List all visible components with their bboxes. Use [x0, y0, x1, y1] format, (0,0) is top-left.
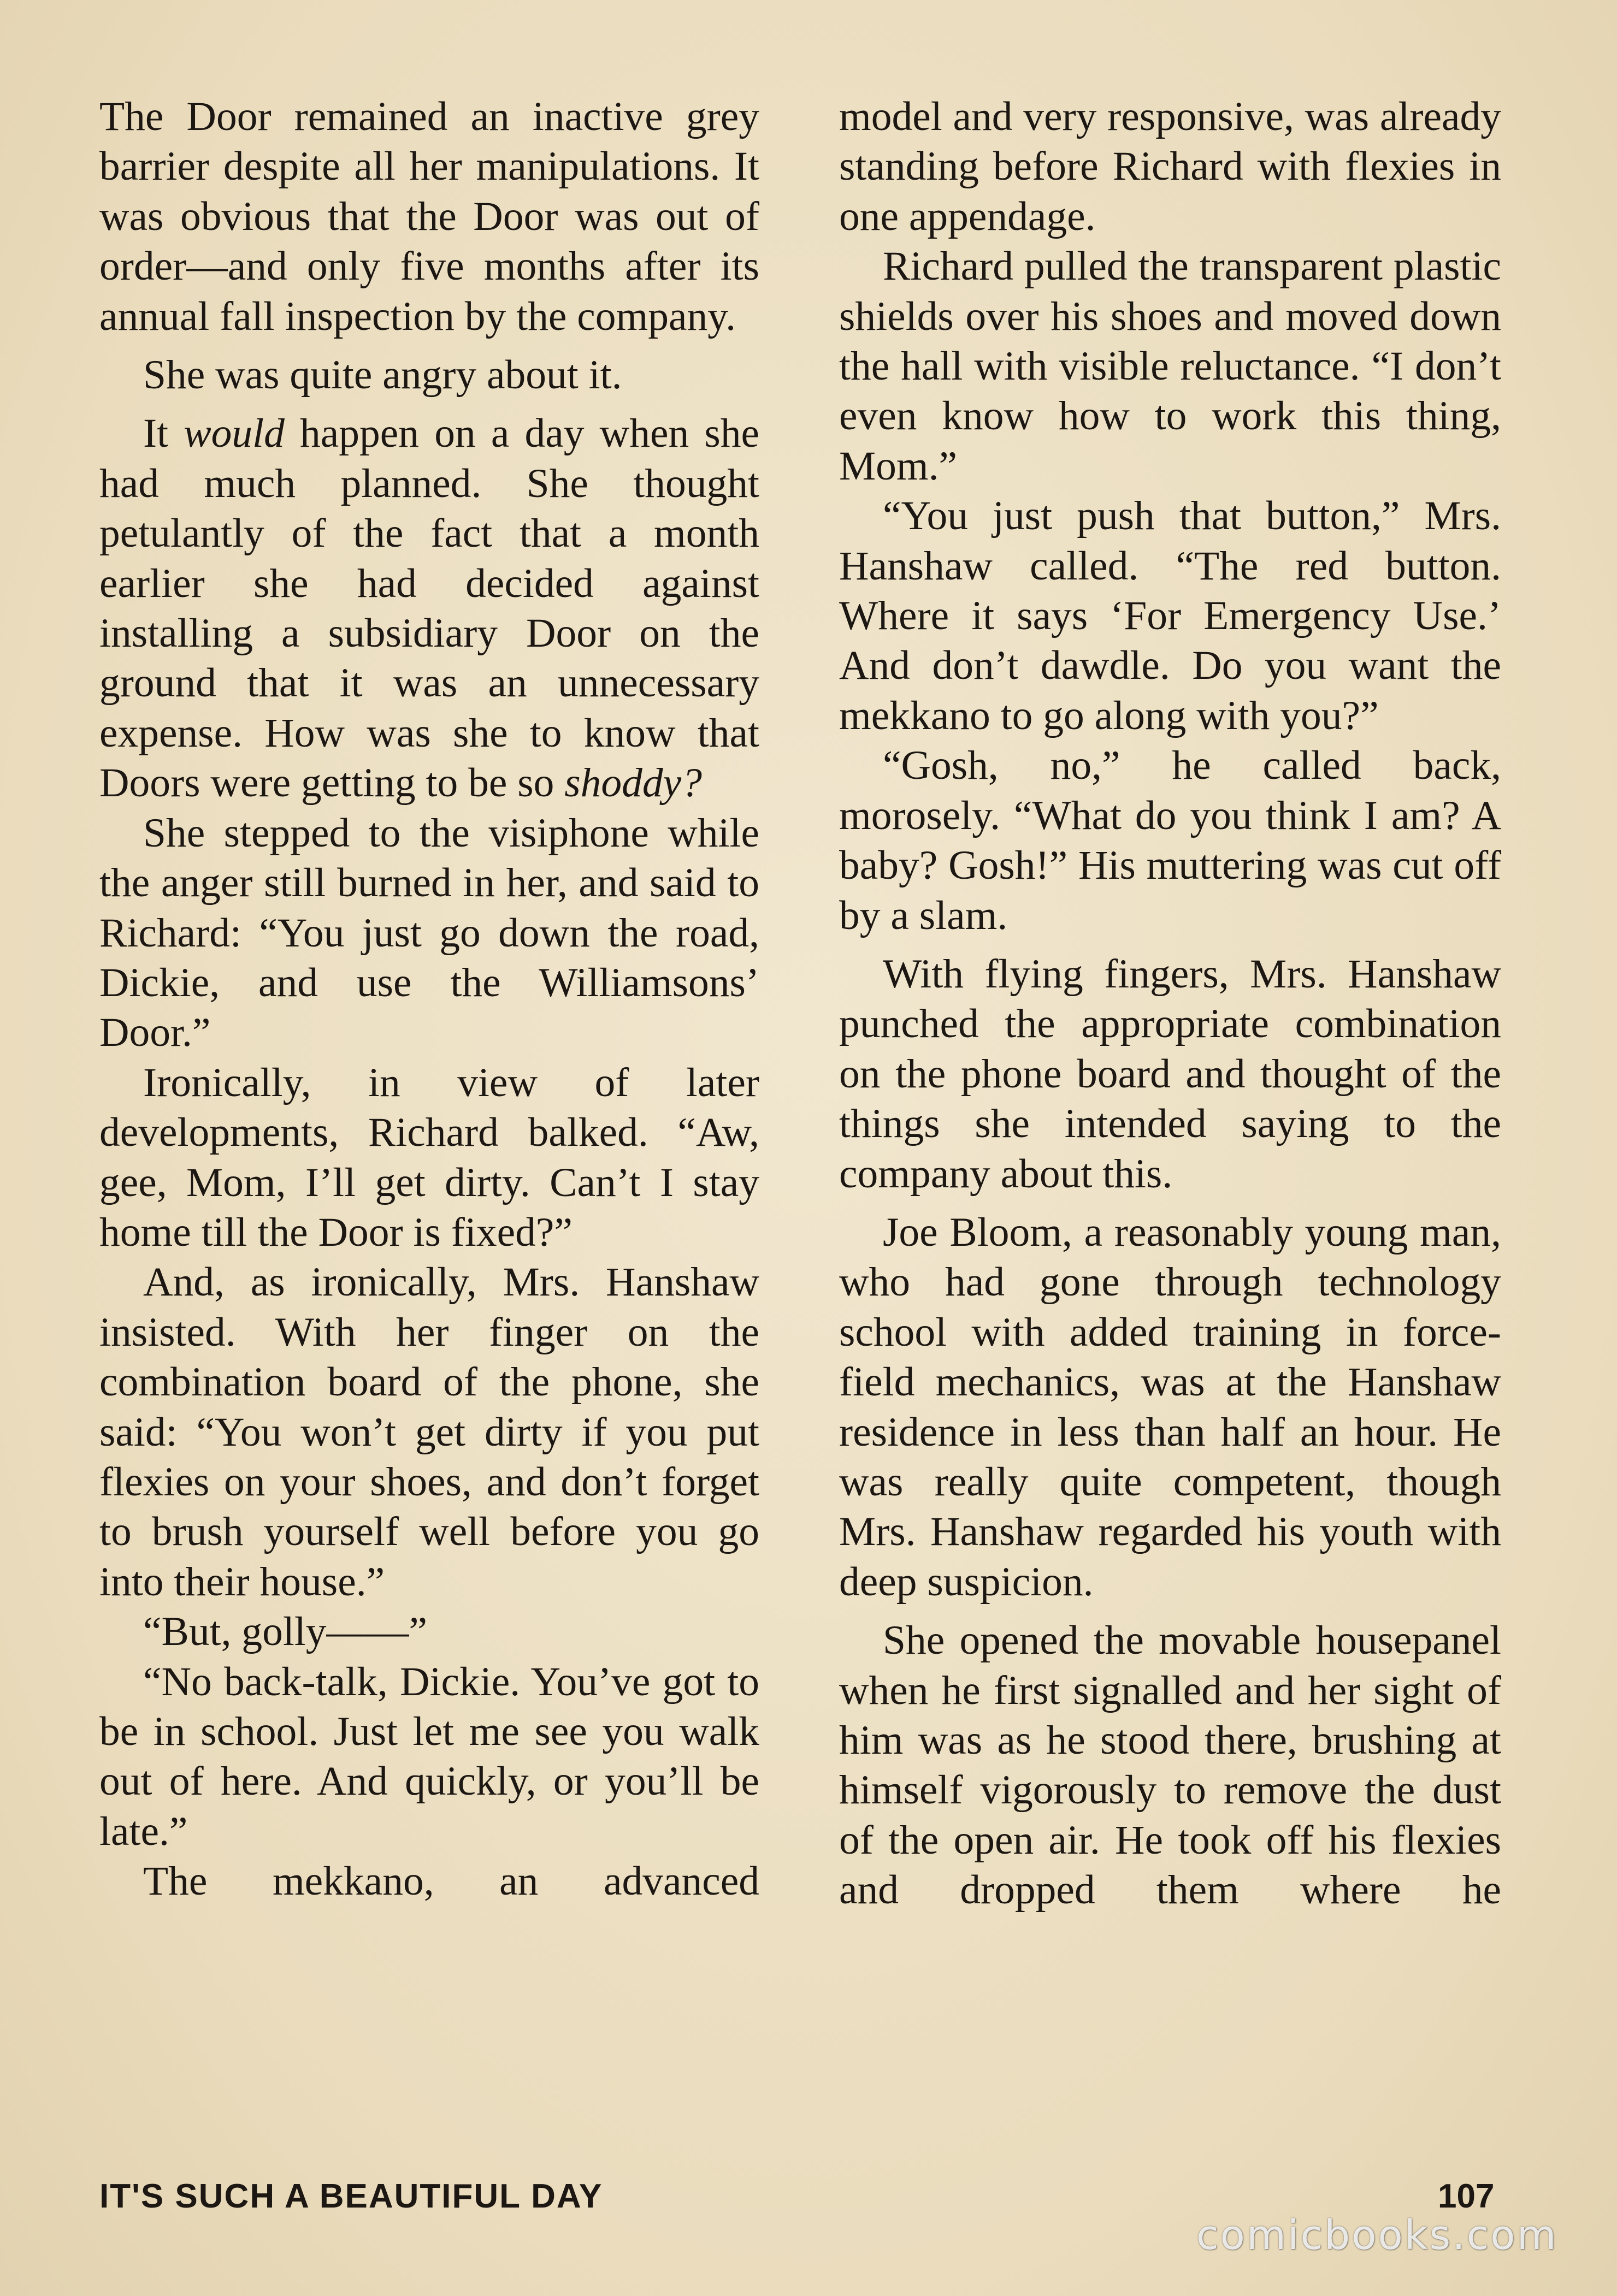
paragraph: model and very responsive, was already standing before Richard with flexies in one appendage. — [839, 94, 1501, 239]
text-run: happen on a day when she had much planned. She thought petulantly of the fact that a month earlier she had decided against installing a subsidiary Door on the ground that it was an unnecessary expense. How was she to know that Doors were getting to be so — [99, 411, 760, 806]
paragraph: Richard pulled the transparent plastic shields over his shoes and moved down the hall with visible reluctance. “I don’t even know how to work this thing, Mom.” — [839, 244, 1501, 489]
paragraph: “No back-talk, Dickie. You’ve got to be in school. Just let me see you walk out of here. And quickly, or you’ll be late.” — [99, 1659, 759, 1854]
paragraph: The mekkano, an advanced — [143, 1859, 759, 1904]
emphasis-text: shoddy? — [564, 760, 702, 806]
page-number: 107 — [1438, 2177, 1495, 2215]
paragraph: “You just push that button,” Mrs. Hanshaw called. “The red button. Where it says ‘For Emergency Use.’ And don’t dawdle. Do you want the mekkano to go along with you?” — [839, 493, 1501, 738]
paragraph: Joe Bloom, a reasonably young man, who had gone through technology school with added training in force-field mechanics, was at the Hanshaw residence in less than half an hour. He was really quite competent, though Mrs. Hanshaw regarded his youth with deep suspicion. — [839, 1209, 1501, 1605]
left-text-column — [99, 92, 759, 1907]
text-run: It — [143, 411, 184, 457]
paragraph: With flying fingers, Mrs. Hanshaw punched the appropriate combination on the phone board and thought of the things she intended saying to the company about this. — [839, 951, 1501, 1197]
paragraph — [99, 409, 759, 808]
paragraph: Ironically, in view of later developments, Richard balked. “Aw, gee, Mom, I’ll get dirty. Can’t I stay home till the Door is fixed?” — [99, 1060, 759, 1255]
paragraph: She was quite angry about it. — [143, 352, 622, 398]
paragraph: She stepped to the visiphone while the anger still burned in her, and said to Richard: “You just go down the road, Dickie, and use the Williamsons’ Door.” — [99, 810, 759, 1056]
paragraph: “Gosh, no,” he called back, morosely. “What do you think I am? A baby? Gosh!” His muttering was cut off by a slam. — [839, 743, 1501, 938]
running-footer-title: IT'S SUCH A BEAUTIFUL DAY — [99, 2177, 603, 2215]
paragraph: And, as ironically, Mrs. Hanshaw insisted. With her finger on the combination board of the phone, she said: “You won’t get dirty if you put flexies on your shoes, and don’t forget to brush yourself well before you go into their house.” — [99, 1259, 759, 1605]
emphasis-text: would — [184, 411, 285, 457]
paragraph: She opened the movable housepanel when he first signalled and her sight of him was as he stood there, brushing at himself vigorously to remove the dust of the open air. He took off his flexies and dropped them where he — [839, 1618, 1501, 1913]
watermark: comicbooks.com — [1196, 2212, 1558, 2259]
right-text-column — [839, 92, 1501, 1915]
paragraph: “But, golly——” — [143, 1609, 428, 1655]
paragraph: The Door remained an inactive grey barrier despite all her manipulations. It was obvious that the Door was out of order—and only five months after its annual fall inspection by the company. — [99, 94, 759, 339]
